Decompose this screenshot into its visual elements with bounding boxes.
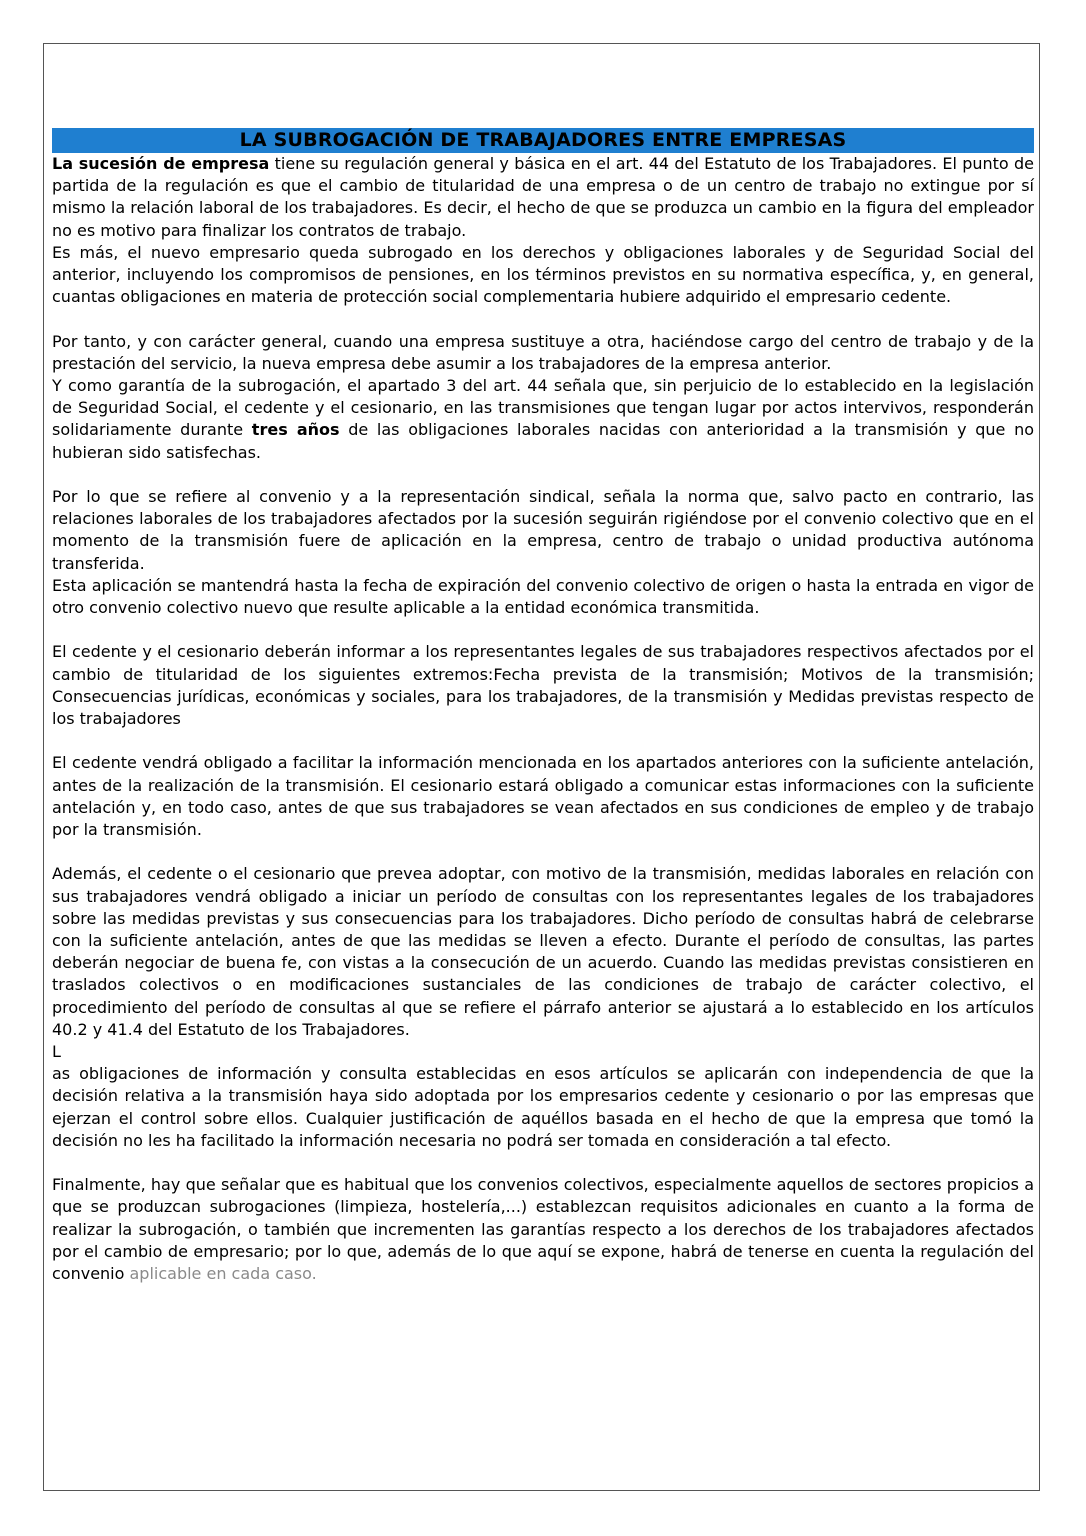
paragraph-1 — [52, 153, 1034, 242]
paragraph-11-text: Finalmente, hay que señalar que es habitual que los convenios colectivos, especialmente aquellos de sectores propicios a que se produzcan subrogaciones (limpieza, hostelería,...) establezcan requisitos adicionales en cuanto a la forma de realizar la subrogación, o también que incrementen las garantías respecto a los derechos de los trabajadores afectados por el cambio de empresario; por lo que, además de lo que aquí se expone, habrá de tenerse en cuenta la regulación del convenio — [52, 1175, 1034, 1284]
paragraph-6: Esta aplicación se mantendrá hasta la fecha de expiración del convenio colectivo de origen o hasta la entrada en vigor de otro convenio colectivo nuevo que resulte aplicable a la entidad económica transmitida. — [52, 575, 1034, 618]
paragraph-5: Por lo que se refiere al convenio y a la representación sindical, señala la norma que, salvo pacto en contrario, las relaciones laborales de los trabajadores afectados por la sucesión seguirán rigiéndose por el convenio colectivo que en el momento de la transmisión fuere de aplicación en la empresa, centro de trabajo o unidad productiva autónoma transferida. — [52, 487, 1034, 573]
paragraph-4-text-before: Y como garantía de la subrogación, el apartado 3 del art. 44 señala que, sin perjuicio de lo establecido en la legislación de Seguridad Social, el cedente y el cesionario, en las transmisiones que tengan lugar por actos intervivos, responderán solidariamente durante — [52, 376, 1034, 440]
paragraph-4-text-after: de las obligaciones laborales nacidas con anterioridad a la transmisión y que no hubieran sido satisfechas. — [52, 420, 1035, 462]
paragraph-3: Por tanto, y con carácter general, cuando una empresa sustituye a otra, haciéndose cargo del centro de trabajo y de la prestación del servicio, la nueva empresa debe asumir a los trabajadores de la empresa anterior. — [52, 331, 1034, 373]
paragraph-gap — [52, 464, 1034, 486]
bold-term-sucesion: La sucesión de empresa — [52, 154, 270, 173]
paragraph-gap — [52, 730, 1034, 752]
document-body — [52, 128, 1034, 1285]
paragraph-11-faded-text: aplicable en cada caso. — [129, 1264, 317, 1284]
paragraph-4 — [52, 375, 1034, 464]
bold-term-tres-anos: tres años — [251, 420, 340, 440]
paragraph-8: El cedente vendrá obligado a facilitar la información mencionada en los apartados anteriores con la suficiente antelación, antes de la realización de la transmisión. El cesionario estará obligado a comunicar estas informaciones con la suficiente antelación y, en todo caso, antes de que sus trabajadores se vean afectados en sus condiciones de empleo y de trabajo por la transmisión. — [52, 753, 1034, 840]
paragraph-gap — [52, 841, 1034, 863]
paragraph-7: El cedente y el cesionario deberán informar a los representantes legales de sus trabajadores respectivos afectados por el cambio de titularidad de los siguientes extremos:Fecha prevista de la transmisión; Motivos de la transmisión; Consecuencias jurídicas, económicas y sociales, para los trabajadores, de la transmisión y Medidas previstas respecto de los trabajadores — [52, 642, 1034, 729]
paragraph-2: Es más, el nuevo empresario queda subrogado en los derechos y obligaciones laborales y de Seguridad Social del anterior, incluyendo los compromisos de pensiones, en los términos previstos en su normativa específica, y, en general, cuantas obligaciones en materia de protección social complementaria hubiere adquirido el empresario cedente. — [52, 242, 1034, 307]
paragraph-gap — [52, 619, 1034, 641]
paragraph-gap — [52, 308, 1034, 330]
paragraph-10: as obligaciones de información y consulta establecidas en esos artículos se aplicarán con independencia de que la decisión relativa a la transmisión haya sido adoptada por los empresarios cedente y cesionario o por las empresas que ejerzan el control sobre ellos. Cualquier justificación de aquéllos basada en el hecho de que la empresa que tomó la decisión no les ha facilitado la información necesaria no podrá ser tomada en consideración a tal efecto. — [52, 1064, 1034, 1150]
paragraph-gap — [52, 1152, 1034, 1174]
paragraph-11 — [52, 1174, 1034, 1285]
paragraph-1-text: tiene su regulación general y básica en el art. 44 del Estatuto de los Trabajadores. El punto de partida de la regulación es que el cambio de titularidad de una empresa o de un centro de trabajo no extingue por sí mismo la relación laboral de los trabajadores. Es decir, el hecho de que se produzca un cambio en la figura del empleador no es motivo para finalizar los contratos de trabajo. — [52, 154, 1035, 240]
paragraph-10-letter: L — [52, 1042, 61, 1062]
document-title: LA SUBROGACIÓN DE TRABAJADORES ENTRE EMPRESAS — [52, 128, 1034, 153]
paragraph-9: Además, el cedente o el cesionario que prevea adoptar, con motivo de la transmisión, medidas laborales en relación con sus trabajadores vendrá obligado a iniciar un período de consultas con los representantes legales de los trabajadores sobre las medidas previstas y sus consecuencias para los trabajadores. Dicho período de consultas habrá de celebrarse con la suficiente antelación, antes de que las medidas se lleven a efecto. Durante el período de consultas, las partes deberán negociar de buena fe, con vistas a la consecución de un acuerdo. Cuando las medidas previstas consistieren en traslados colectivos o en modificaciones sustanciales de las condiciones de trabajo de carácter colectivo, el procedimiento del período de consultas al que se refiere el párrafo anterior se ajustará a lo establecido en los artículos 40.2 y 41.4 del Estatuto de los Trabajadores. — [52, 864, 1034, 1039]
